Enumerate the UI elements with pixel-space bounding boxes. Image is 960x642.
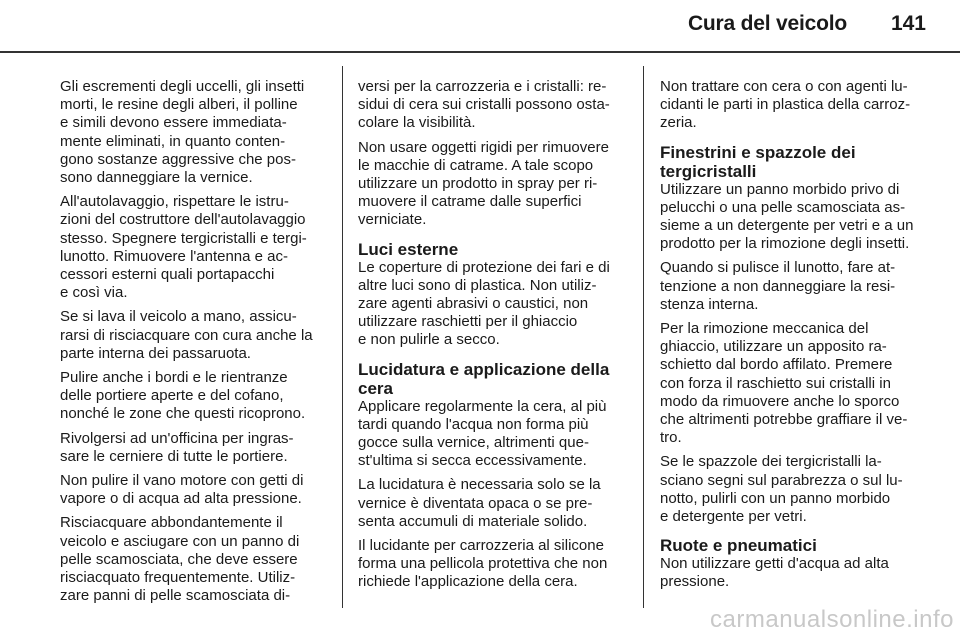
text-line: All'autolavaggio, rispettare le istru- (60, 193, 289, 211)
text-line: risciacquato frequentemente. Utiliz- (60, 569, 296, 587)
text-line: verniciate. (358, 211, 427, 229)
text-line: Se le spazzole dei tergicristalli la- (660, 453, 882, 471)
text-line: pressione. (660, 573, 730, 591)
text-line: e così via. (60, 284, 128, 302)
text-line: Rivolgersi ad un'officina per ingras- (60, 429, 294, 447)
text-line: gono sostanze aggressive che pos- (60, 150, 296, 168)
text-line: versi per la carrozzeria e i cristalli: re- (358, 78, 607, 95)
page-title: Cura del veicolo (687, 12, 847, 35)
column-separator (342, 66, 343, 608)
text-line: senta accumuli di materiale solido. (358, 512, 588, 530)
text-line: Le coperture di protezione dei fari e di (358, 258, 610, 276)
paragraph (660, 320, 926, 447)
text-line: pelucchi o una pelle scamosciata as- (660, 198, 906, 216)
section-heading (358, 360, 626, 398)
paragraph (358, 476, 626, 531)
text-line: richiede l'applicazione della cera. (358, 573, 578, 591)
text-line: Quando si pulisce il lunotto, fare at- (660, 259, 896, 277)
text-line: Non pulire il vano motore con getti di (60, 472, 304, 490)
text-line: Lucidatura e applicazione della (358, 359, 610, 379)
text-line: cessori esterni quali portapacchi (60, 266, 275, 284)
text-line: Ruote e pneumatici (660, 536, 817, 556)
header-rule (0, 51, 960, 53)
text-line: pelle scamosciata, che deve essere (60, 550, 298, 568)
text-line: nonché le zone che questi ricoprono. (60, 405, 306, 423)
paragraph (60, 78, 328, 187)
text-line: st'ultima si secca eccessivamente. (358, 452, 587, 470)
text-line: Se si lava il veicolo a mano, assicu- (60, 308, 297, 326)
text-line: delle portiere aperte e del cofano, (60, 387, 284, 405)
text-line: parte interna dei passaruota. (60, 344, 251, 362)
text-line: colare la visibilità. (358, 114, 476, 132)
text-line: zioni del costruttore dell'autolavaggio (60, 211, 306, 229)
text-line: Risciacquare abbondantemente il (60, 514, 283, 532)
text-line: Il lucidante per carrozzeria al silicone (358, 537, 604, 555)
text-line: zare panni di pelle scamosciata di- (60, 587, 291, 605)
text-line: vapore o di acqua ad alta pressione. (60, 490, 302, 508)
text-line: che altrimenti potrebbe graffiare il ve- (660, 411, 908, 429)
paragraph (60, 308, 328, 363)
section-heading (660, 143, 926, 181)
column-separator (643, 66, 644, 608)
text-line: tergicristalli (660, 161, 757, 181)
text-column-1 (60, 78, 328, 611)
text-line: tardi quando l'acqua non forma più (358, 415, 589, 433)
section-heading (358, 240, 626, 259)
text-line: forma una pellicola protettiva che non (358, 555, 608, 573)
text-line: ghiaccio, utilizzare un apposito ra- (660, 338, 887, 356)
paragraph (60, 193, 328, 302)
page-header (0, 0, 960, 62)
paragraph (358, 259, 626, 350)
paragraph (358, 398, 626, 471)
text-line: Non trattare con cera o con agenti lu- (660, 78, 908, 95)
text-line: cidanti le parti in plastica della carroz- (660, 96, 911, 114)
text-line: morti, le resine degli alberi, il polline (60, 96, 298, 114)
text-line: modo da rimuovere anche lo sporco (660, 392, 900, 410)
text-line: zeria. (660, 114, 697, 132)
text-line: muovere il catrame dalle superfici (358, 193, 582, 211)
watermark: carmanualsonline.info (710, 606, 954, 633)
paragraph (660, 555, 926, 591)
paragraph (358, 139, 626, 230)
text-line: utilizzare un prodotto in spray per ri- (358, 175, 598, 193)
text-line: lunotto. Rimuovere l'antenna e ac- (60, 247, 288, 265)
text-line: vernice è diventata opaca o se pre- (358, 494, 593, 512)
text-line: stenza interna. (660, 295, 759, 313)
text-line: tenzione a non danneggiare la resi- (660, 277, 896, 295)
paragraph (660, 453, 926, 526)
text-column-2 (358, 78, 626, 598)
text-line: sieme a un detergente per vetri e a un (660, 217, 914, 235)
paragraph (60, 369, 328, 424)
section-heading (660, 536, 926, 555)
text-line: sare le cerniere di tutte le portiere. (60, 447, 288, 465)
text-line: tro. (660, 429, 682, 447)
text-line: stesso. Spegnere tergicristalli e tergi- (60, 229, 307, 247)
text-line: cera (358, 378, 393, 398)
text-line: le macchie di catrame. A tale scopo (358, 156, 594, 174)
text-line: Gli escrementi degli uccelli, gli insetti (60, 78, 305, 95)
text-line: Non utilizzare getti d'acqua ad alta (660, 555, 889, 573)
text-column-3 (660, 78, 926, 598)
text-line: La lucidatura è necessaria solo se la (358, 476, 601, 494)
text-line: Luci esterne (358, 239, 459, 259)
text-line: con forza il raschietto sui cristalli in (660, 374, 891, 392)
text-line: Finestrini e spazzole dei (660, 142, 856, 162)
text-line: e detergente per vetri. (660, 508, 807, 526)
text-line: altre luci sono di plastica. Non utiliz- (358, 276, 597, 294)
page-number: 141 (890, 12, 926, 35)
text-line: utilizzare raschietti per il ghiaccio (358, 313, 578, 331)
text-line: notto, pulirli con un panno morbido (660, 489, 891, 507)
text-line: gocce sulla vernice, altrimenti que- (358, 434, 589, 452)
text-line: rarsi di risciacquare con cura anche la (60, 326, 313, 344)
text-line: Applicare regolarmente la cera, al più (358, 397, 607, 415)
text-line: e simili devono essere immediata- (60, 114, 287, 132)
paragraph (358, 537, 626, 592)
paragraph (60, 514, 328, 605)
paragraph (60, 472, 328, 508)
text-line: veicolo e asciugare con un panno di (60, 532, 300, 550)
text-line: e non pulirle a secco. (358, 331, 500, 349)
paragraph (358, 78, 626, 133)
text-line: mente eliminati, in quanto conten- (60, 132, 286, 150)
text-line: schietto dal bordo affilato. Premere (660, 356, 893, 374)
paragraph (660, 181, 926, 254)
paragraph (660, 259, 926, 314)
text-line: Per la rimozione meccanica del (660, 320, 869, 338)
text-line: Non usare oggetti rigidi per rimuovere (358, 138, 609, 156)
text-line: sono danneggiare la vernice. (60, 169, 253, 187)
text-line: sidui di cera sui cristalli possono osta- (358, 96, 610, 114)
paragraph (60, 430, 328, 466)
text-line: Utilizzare un panno morbido privo di (660, 180, 900, 198)
text-line: Pulire anche i bordi e le rientranze (60, 369, 288, 387)
paragraph (660, 78, 926, 133)
text-line: prodotto per la rimozione degli insetti. (660, 235, 910, 253)
text-line: zare agenti abrasivi o caustici, non (358, 295, 589, 313)
text-line: sciano segni sul parabrezza o sul lu- (660, 471, 903, 489)
